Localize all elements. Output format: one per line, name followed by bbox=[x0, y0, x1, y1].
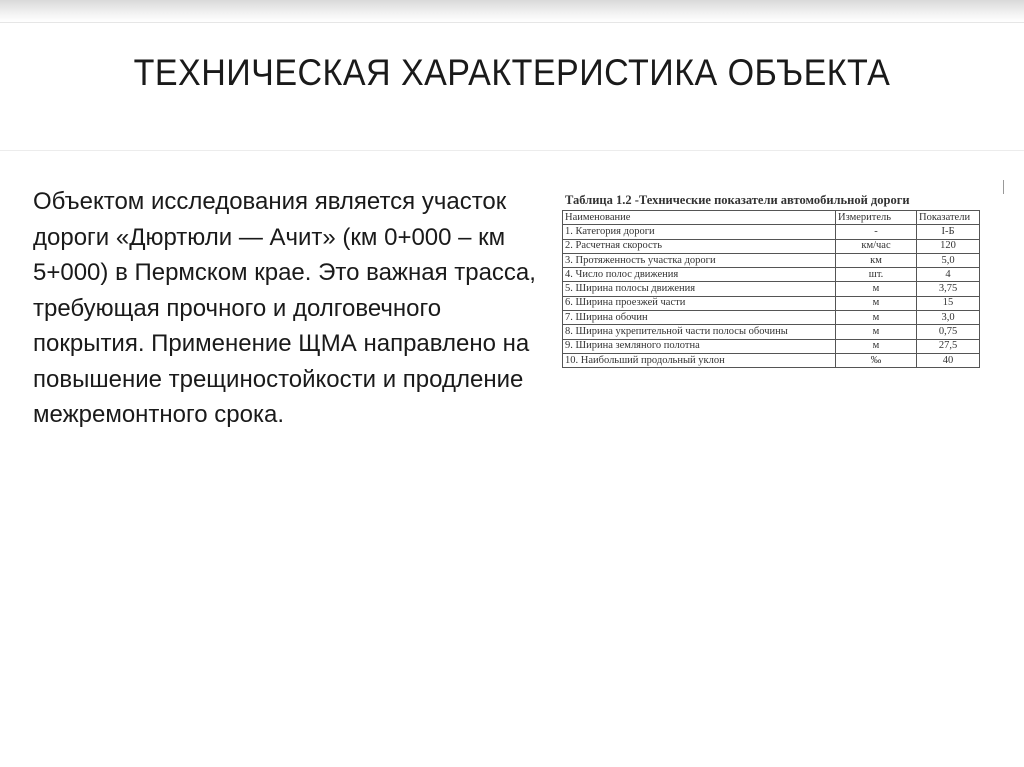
row-name: 3. Протяженность участка дороги bbox=[563, 253, 836, 267]
title-divider-top bbox=[0, 22, 1024, 23]
table-row bbox=[563, 353, 980, 367]
table-row bbox=[563, 282, 980, 296]
row-value: I-Б bbox=[917, 225, 980, 239]
table-row bbox=[563, 296, 980, 310]
row-value: 40 bbox=[917, 353, 980, 367]
table-row bbox=[563, 311, 980, 325]
title-divider-bottom bbox=[0, 150, 1024, 151]
row-unit: м bbox=[836, 282, 917, 296]
row-value: 4 bbox=[917, 268, 980, 282]
row-value: 27,5 bbox=[917, 339, 980, 353]
slide-top-bar bbox=[0, 0, 1024, 22]
row-name: 4. Число полос движения bbox=[563, 268, 836, 282]
table-row bbox=[563, 325, 980, 339]
table-header-row bbox=[563, 211, 980, 225]
header-value: Показатели bbox=[917, 211, 980, 225]
edge-mark bbox=[1003, 180, 1006, 194]
row-value: 3,75 bbox=[917, 282, 980, 296]
row-unit: м bbox=[836, 311, 917, 325]
table-row bbox=[563, 268, 980, 282]
row-value: 0,75 bbox=[917, 325, 980, 339]
row-unit: м bbox=[836, 296, 917, 310]
header-unit: Измеритель bbox=[836, 211, 917, 225]
row-unit: м bbox=[836, 325, 917, 339]
slide-title: ТЕХНИЧЕСКАЯ ХАРАКТЕРИСТИКА ОБЪЕКТА bbox=[133, 52, 891, 93]
slide-body-text: Объектом исследования является участок дороги «Дюртюли — Ачит» (км 0+000 – км 5+000) в Пермском крае. Это важная трасса, требующая прочного и долговечного покрытия. Применение ЩМА направлено на повышение трещиностойкости и продление межремонтного срока. bbox=[33, 188, 536, 428]
table-caption: Таблица 1.2 -Технические показатели автомобильной дороги bbox=[565, 193, 910, 207]
row-value: 3,0 bbox=[917, 311, 980, 325]
tech-table bbox=[562, 210, 980, 368]
row-name: 2. Расчетная скорость bbox=[563, 239, 836, 253]
row-unit: ‰ bbox=[836, 353, 917, 367]
row-unit: км bbox=[836, 253, 917, 267]
row-name: 8. Ширина укрепительной части полосы обочины bbox=[563, 325, 836, 339]
row-name: 5. Ширина полосы движения bbox=[563, 282, 836, 296]
row-unit: м bbox=[836, 339, 917, 353]
row-name: 7. Ширина обочин bbox=[563, 311, 836, 325]
row-value: 120 bbox=[917, 239, 980, 253]
table-row bbox=[563, 225, 980, 239]
table-row bbox=[563, 339, 980, 353]
row-name: 10. Наибольший продольный уклон bbox=[563, 353, 836, 367]
tech-table-image bbox=[562, 193, 982, 368]
row-unit: - bbox=[836, 225, 917, 239]
row-value: 15 bbox=[917, 296, 980, 310]
row-unit: шт. bbox=[836, 268, 917, 282]
row-name: 1. Категория дороги bbox=[563, 225, 836, 239]
table-row bbox=[563, 239, 980, 253]
table-row bbox=[563, 253, 980, 267]
row-name: 6. Ширина проезжей части bbox=[563, 296, 836, 310]
row-unit: км/час bbox=[836, 239, 917, 253]
row-value: 5,0 bbox=[917, 253, 980, 267]
row-name: 9. Ширина земляного полотна bbox=[563, 339, 836, 353]
header-name: Наименование bbox=[563, 211, 836, 225]
